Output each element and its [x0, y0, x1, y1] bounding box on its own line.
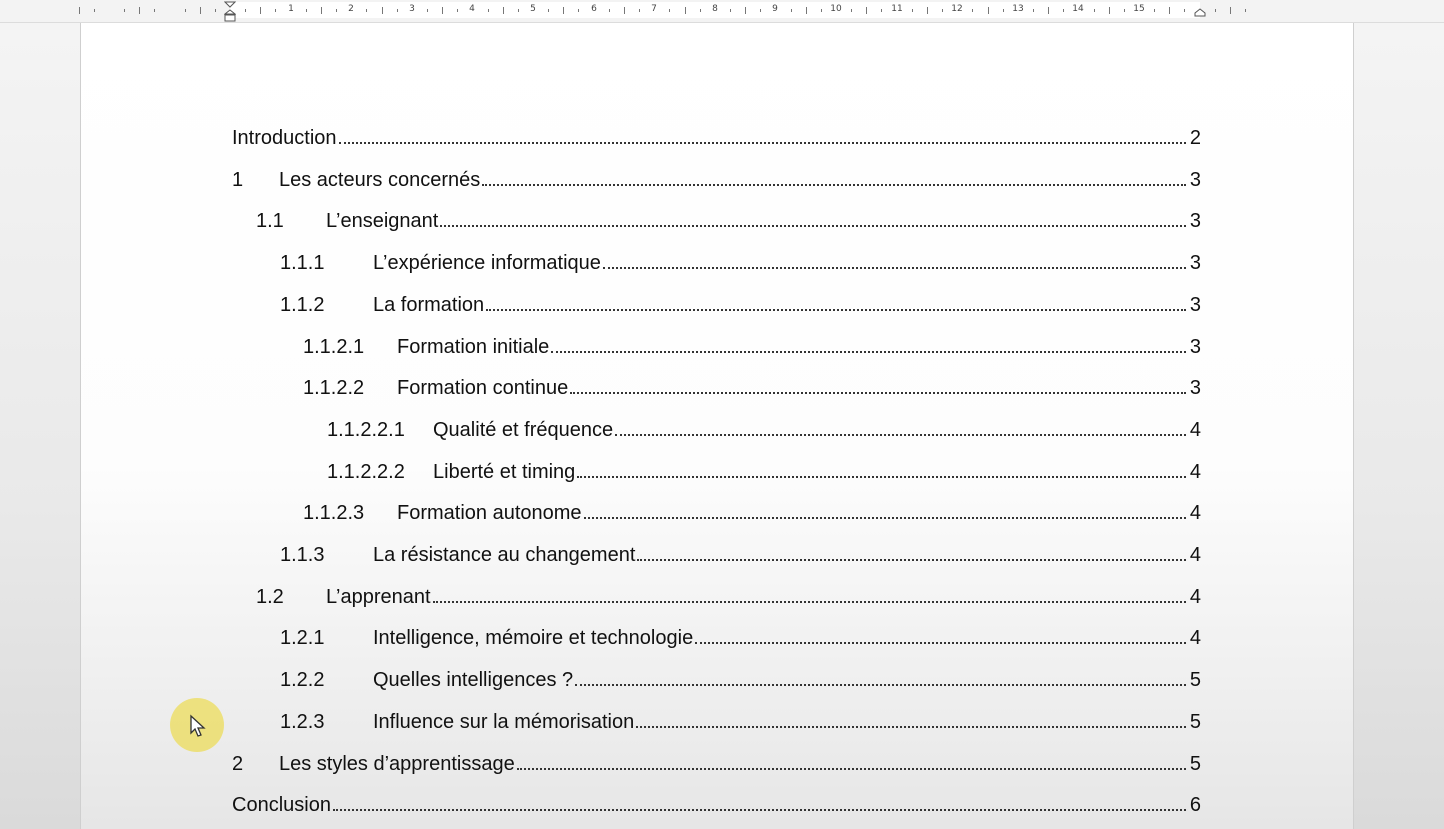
ruler-tick — [275, 9, 276, 12]
toc-entry-title: Qualité et fréquence — [433, 418, 614, 441]
toc-dot-leader — [695, 627, 1186, 644]
ruler-number: 14 — [1072, 4, 1084, 14]
toc-entry-line — [433, 461, 1201, 484]
toc-dot-leader — [575, 669, 1186, 686]
ruler-tick — [518, 9, 519, 12]
ruler-tick — [760, 9, 761, 12]
toc-dot-leader — [482, 169, 1186, 186]
toc-entry-title: L’apprenant — [326, 585, 431, 608]
ruler-number: 5 — [530, 4, 536, 14]
ruler-tick — [79, 7, 80, 14]
mouse-pointer-icon — [189, 714, 207, 738]
toc-entry-number: 1.1.2.2.2 — [327, 460, 405, 483]
ruler-tick — [1094, 9, 1095, 12]
toc-entry-line — [373, 627, 1201, 650]
toc-page-number: 4 — [1189, 627, 1201, 650]
toc-dot-leader — [637, 544, 1185, 561]
toc-entry[interactable] — [0, 627, 1444, 655]
toc-entry-number: 1.1.2.2.1 — [327, 418, 405, 441]
toc-entry-line — [326, 586, 1201, 609]
toc-entry-title: Les styles d’apprentissage — [279, 752, 515, 775]
ruler-tick — [154, 9, 155, 12]
toc-entry[interactable] — [0, 586, 1444, 614]
ruler-tick — [427, 9, 428, 12]
toc-entry-line — [373, 294, 1201, 317]
toc-dot-leader — [577, 461, 1186, 478]
toc-entry-title: Les acteurs concernés — [279, 168, 481, 191]
toc-entry-title: Formation initiale — [397, 335, 550, 358]
toc-entry-line — [326, 210, 1201, 233]
toc-entry-number: 1.2.1 — [280, 627, 325, 650]
ruler-tick — [624, 7, 625, 14]
ruler-tick — [245, 9, 246, 12]
ruler-tick — [1184, 9, 1185, 12]
ruler-tick — [988, 7, 989, 14]
right-indent-marker[interactable] — [1194, 8, 1206, 17]
ruler-tick — [1063, 9, 1064, 12]
toc-entry-number: 1.2 — [256, 585, 284, 608]
ruler-tick — [1215, 9, 1216, 12]
toc-entry-title: L’expérience informatique — [373, 252, 601, 275]
toc-page-number: 2 — [1189, 127, 1201, 149]
ruler-tick — [927, 7, 928, 14]
ruler-tick — [1048, 7, 1049, 14]
toc-entry[interactable] — [0, 252, 1444, 280]
toc-dot-leader — [433, 586, 1186, 603]
ruler-tick — [609, 9, 610, 12]
ruler-tick — [745, 7, 746, 14]
toc-entry-title: La résistance au changement — [373, 544, 636, 566]
toc-entry-title: Conclusion — [232, 794, 331, 817]
toc-entry-number: 2 — [232, 752, 244, 775]
toc-entry[interactable] — [0, 544, 1444, 572]
ruler-tick — [1230, 7, 1231, 14]
toc-page-number: 4 — [1189, 585, 1201, 608]
toc-dot-leader — [486, 294, 1186, 311]
toc-entry-line — [279, 169, 1201, 192]
toc-entry-number: 1 — [232, 168, 244, 191]
toc-entry[interactable] — [0, 294, 1444, 322]
toc-entry[interactable] — [0, 794, 1444, 822]
toc-entry[interactable] — [0, 169, 1444, 197]
ruler-tick — [366, 9, 367, 12]
ruler-tick — [124, 9, 125, 12]
toc-entry-number: 1.2.3 — [280, 710, 325, 733]
ruler-number: 12 — [951, 4, 963, 14]
toc-dot-leader — [584, 502, 1186, 519]
ruler-tick — [397, 9, 398, 12]
toc-entry-line — [433, 419, 1201, 442]
ruler-tick — [866, 7, 867, 14]
ruler-tick — [336, 9, 337, 12]
ruler-tick — [563, 7, 564, 14]
toc-dot-leader — [551, 336, 1186, 353]
toc-entry-number: 1.2.2 — [280, 669, 325, 692]
ruler-tick — [912, 9, 913, 12]
toc-entry-number: 1.1 — [256, 210, 284, 233]
ruler-tick — [1169, 7, 1170, 14]
toc-entry-number: 1.1.3 — [280, 544, 325, 566]
ruler-tick — [1124, 9, 1125, 12]
ruler-tick — [1003, 9, 1004, 12]
left-indent-marker[interactable] — [224, 1, 236, 22]
toc-entry-line — [232, 127, 1201, 150]
ruler-tick — [488, 9, 489, 12]
ruler-number: 4 — [469, 4, 475, 14]
ruler-number: 10 — [830, 4, 842, 14]
ruler-tick — [639, 9, 640, 12]
ruler-tick — [1154, 9, 1155, 12]
ruler-tick — [442, 7, 443, 14]
toc-entry-number: 1.1.1 — [280, 252, 325, 275]
toc-page-number: 4 — [1189, 502, 1201, 525]
toc-entry[interactable] — [0, 336, 1444, 364]
toc-entry-number: 1.1.2.1 — [303, 335, 365, 358]
ruler-number: 8 — [712, 4, 718, 14]
ruler-number: 13 — [1012, 4, 1024, 14]
toc-dot-leader — [440, 210, 1186, 227]
toc-dot-leader — [615, 419, 1186, 436]
toc-page-number: 3 — [1189, 252, 1201, 275]
toc-entry-title: La formation — [373, 293, 485, 316]
ruler-number: 2 — [348, 4, 354, 14]
toc-dot-leader — [603, 252, 1186, 269]
toc-entry[interactable] — [0, 210, 1444, 238]
ruler-tick — [139, 7, 140, 14]
ruler-tick — [1033, 9, 1034, 12]
toc-entry-line — [397, 502, 1201, 525]
toc-page-number: 3 — [1189, 377, 1201, 400]
toc-dot-leader — [339, 127, 1186, 144]
ruler-tick — [685, 7, 686, 14]
ruler-tick — [1109, 7, 1110, 14]
ruler-number: 11 — [891, 4, 903, 14]
toc-entry[interactable] — [0, 419, 1444, 447]
toc-entry-line — [279, 753, 1201, 776]
toc-entry-line — [232, 794, 1201, 817]
toc-entry-title: Liberté et timing — [433, 460, 576, 483]
toc-entry-line — [373, 252, 1201, 275]
toc-entry-title: Introduction — [232, 127, 337, 149]
ruler-tick — [730, 9, 731, 12]
toc-entry-number: 1.1.2.2 — [303, 377, 365, 400]
toc-page-number: 3 — [1189, 293, 1201, 316]
toc-entry[interactable] — [0, 753, 1444, 781]
ruler-tick — [260, 7, 261, 14]
toc-entry-title: Influence sur la mémorisation — [373, 710, 635, 733]
toc-dot-leader — [570, 377, 1186, 394]
toc-entry[interactable] — [0, 669, 1444, 697]
toc-page-number: 3 — [1189, 210, 1201, 233]
ruler-tick — [382, 7, 383, 14]
toc-dot-leader — [517, 753, 1186, 770]
toc-entry-title: Quelles intelligences ? — [373, 669, 574, 692]
toc-page-number: 5 — [1189, 752, 1201, 775]
ruler-number: 3 — [409, 4, 415, 14]
toc-dot-leader — [333, 794, 1186, 811]
ruler-tick — [548, 9, 549, 12]
toc-entry[interactable] — [0, 127, 1444, 155]
toc-entry-title: L’enseignant — [326, 210, 439, 233]
toc-entry-line — [373, 711, 1201, 734]
toc-entry-line — [373, 669, 1201, 692]
ruler-tick — [806, 7, 807, 14]
toc-entry[interactable] — [0, 461, 1444, 489]
toc-page-number: 3 — [1189, 335, 1201, 358]
toc-entry-title: Formation autonome — [397, 502, 582, 525]
toc-page-number: 3 — [1189, 168, 1201, 191]
ruler-number: 1 — [288, 4, 294, 14]
ruler-tick — [215, 9, 216, 12]
horizontal-ruler[interactable] — [0, 0, 1444, 23]
ruler-tick — [306, 9, 307, 12]
ruler-tick — [200, 7, 201, 14]
toc-page-number: 6 — [1189, 794, 1201, 817]
ruler-number: 15 — [1133, 4, 1145, 14]
toc-entry[interactable] — [0, 502, 1444, 530]
ruler-tick — [881, 9, 882, 12]
ruler-tick — [669, 9, 670, 12]
toc-page-number: 5 — [1189, 710, 1201, 733]
ruler-tick — [972, 9, 973, 12]
toc-page-number: 4 — [1189, 418, 1201, 441]
ruler-tick — [94, 9, 95, 12]
ruler-tick — [942, 9, 943, 12]
ruler-tick — [457, 9, 458, 12]
toc-page-number: 4 — [1189, 544, 1201, 566]
ruler-tick — [851, 9, 852, 12]
ruler-number: 6 — [591, 4, 597, 14]
toc-entry-title: Intelligence, mémoire et technologie — [373, 627, 694, 650]
toc-entry-title: Formation continue — [397, 377, 569, 400]
toc-dot-leader — [636, 711, 1186, 728]
ruler-tick — [185, 9, 186, 12]
toc-entry-line — [397, 377, 1201, 400]
toc-entry-number: 1.1.2.3 — [303, 502, 365, 525]
ruler-tick — [821, 9, 822, 12]
toc-entry[interactable] — [0, 377, 1444, 405]
ruler-number: 7 — [651, 4, 657, 14]
toc-entry-number: 1.1.2 — [280, 293, 325, 316]
toc-page-number: 4 — [1189, 460, 1201, 483]
ruler-tick — [503, 7, 504, 14]
toc-entry-line — [397, 336, 1201, 359]
toc-entry-line — [373, 544, 1201, 567]
ruler-tick — [321, 7, 322, 14]
ruler-tick — [700, 9, 701, 12]
ruler-tick — [791, 9, 792, 12]
ruler-number: 9 — [772, 4, 778, 14]
toc-page-number: 5 — [1189, 669, 1201, 692]
ruler-tick — [578, 9, 579, 12]
ruler-tick — [1245, 9, 1246, 12]
